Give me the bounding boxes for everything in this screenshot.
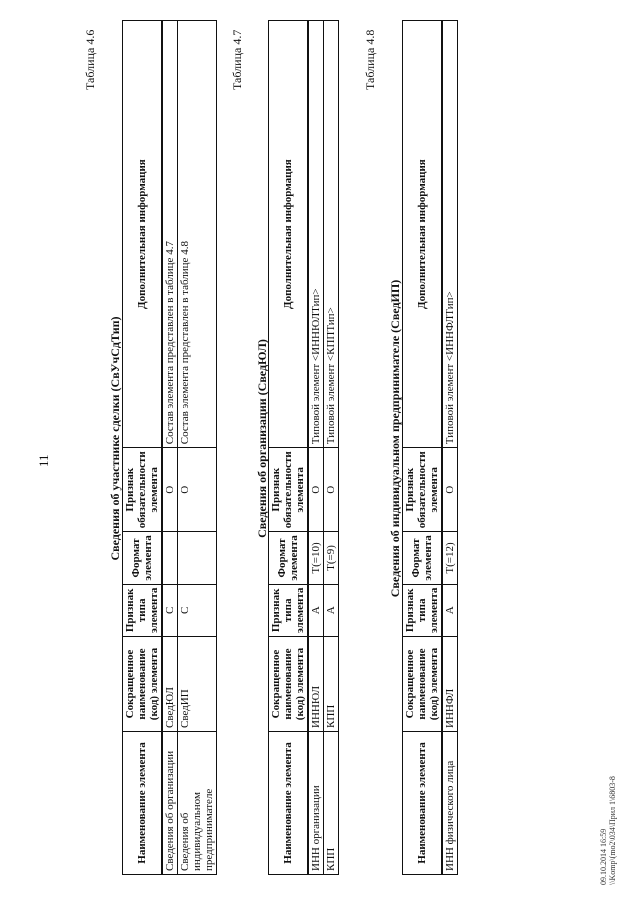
- table-row: [178, 21, 217, 875]
- footer-timestamp: 09.10.2014 16:59: [599, 828, 608, 885]
- header-format: Формат элемента: [269, 532, 309, 584]
- header-code: Сокращенное наименование (код) элемента: [403, 637, 443, 732]
- table-row: [162, 21, 178, 875]
- cell-name: ИНН физического лица: [442, 732, 458, 875]
- cell-code: ИННЮЛ: [308, 637, 324, 732]
- file-path-footer: [599, 776, 617, 885]
- header-info: Дополнительная информация: [403, 21, 443, 448]
- header-format: Формат элемента: [403, 532, 443, 584]
- table-4-7: [268, 20, 339, 875]
- cell-info: Состав элемента представлен в таблице 4.7: [162, 21, 178, 448]
- header-info: Дополнительная информация: [269, 21, 309, 448]
- header-info: Дополнительная информация: [123, 21, 163, 448]
- header-type: Признак типа элемента: [269, 584, 309, 636]
- header-format: Формат элемента: [123, 532, 163, 584]
- table-row: [308, 21, 324, 875]
- footer-file-path: \\Komp\(mo2\034\Прил 1\6803-8: [608, 776, 617, 885]
- table-header-row: [123, 21, 163, 875]
- cell-code: СведИП: [178, 637, 217, 732]
- cell-type: А: [324, 584, 339, 636]
- cell-name: КПП: [324, 732, 339, 875]
- table-4-6: [122, 20, 217, 875]
- table-label-4-7: Таблица 4.7: [230, 29, 244, 90]
- cell-type: А: [308, 584, 324, 636]
- header-name: Наименование элемента: [403, 732, 443, 875]
- cell-required: О: [442, 448, 458, 532]
- header-type: Признак типа элемента: [403, 584, 443, 636]
- cell-required: О: [162, 448, 178, 532]
- cell-type: С: [178, 584, 217, 636]
- cell-format: [162, 532, 178, 584]
- cell-info: Типовой элемент <ИННЮЛТип>: [308, 21, 324, 448]
- cell-name: Сведения об индивидуальном предпринимателе: [178, 732, 217, 875]
- header-name: Наименование элемента: [123, 732, 163, 875]
- header-type: Признак типа элемента: [123, 584, 163, 636]
- cell-info: Состав элемента представлен в таблице 4.8: [178, 21, 217, 448]
- cell-name: Сведения об организации: [162, 732, 178, 875]
- table-title-4-8: Сведения об индивидуальном предпринимателе (СведИП): [388, 279, 402, 598]
- page-number: 11: [36, 454, 51, 467]
- cell-required: О: [308, 448, 324, 532]
- table-label-4-8: Таблица 4.8: [363, 29, 377, 90]
- cell-code: СведЮЛ: [162, 637, 178, 732]
- header-code: Сокращенное наименование (код) элемента: [123, 637, 163, 732]
- table-label-4-6: Таблица 4.6: [83, 29, 97, 90]
- cell-format: [178, 532, 217, 584]
- table-row: [442, 21, 458, 875]
- cell-info: Типовой элемент <КППТип>: [324, 21, 339, 448]
- table-title-4-7: Сведения об организации (СведЮЛ): [255, 339, 269, 538]
- cell-name: ИНН организации: [308, 732, 324, 875]
- table-header-row: [269, 21, 309, 875]
- header-required: Признак обязательности элемента: [123, 448, 163, 532]
- table-title-4-6: Сведения об участнике сделки (СвУчСдТип): [108, 316, 122, 561]
- cell-format: Т(=12): [442, 532, 458, 584]
- cell-format: Т(=10): [308, 532, 324, 584]
- cell-code: КПП: [324, 637, 339, 732]
- cell-format: Т(=9): [324, 532, 339, 584]
- cell-required: О: [324, 448, 339, 532]
- header-required: Признак обязательности элемента: [403, 448, 443, 532]
- header-required: Признак обязательности элемента: [269, 448, 309, 532]
- table-4-8: [402, 20, 458, 875]
- header-code: Сокращенное наименование (код) элемента: [269, 637, 309, 732]
- cell-required: О: [178, 448, 217, 532]
- cell-info: Типовой элемент <ИННФЛТип>: [442, 21, 458, 448]
- cell-code: ИННФЛ: [442, 637, 458, 732]
- cell-type: С: [162, 584, 178, 636]
- table-header-row: [403, 21, 443, 875]
- cell-type: А: [442, 584, 458, 636]
- table-row: [324, 21, 339, 875]
- header-name: Наименование элемента: [269, 732, 309, 875]
